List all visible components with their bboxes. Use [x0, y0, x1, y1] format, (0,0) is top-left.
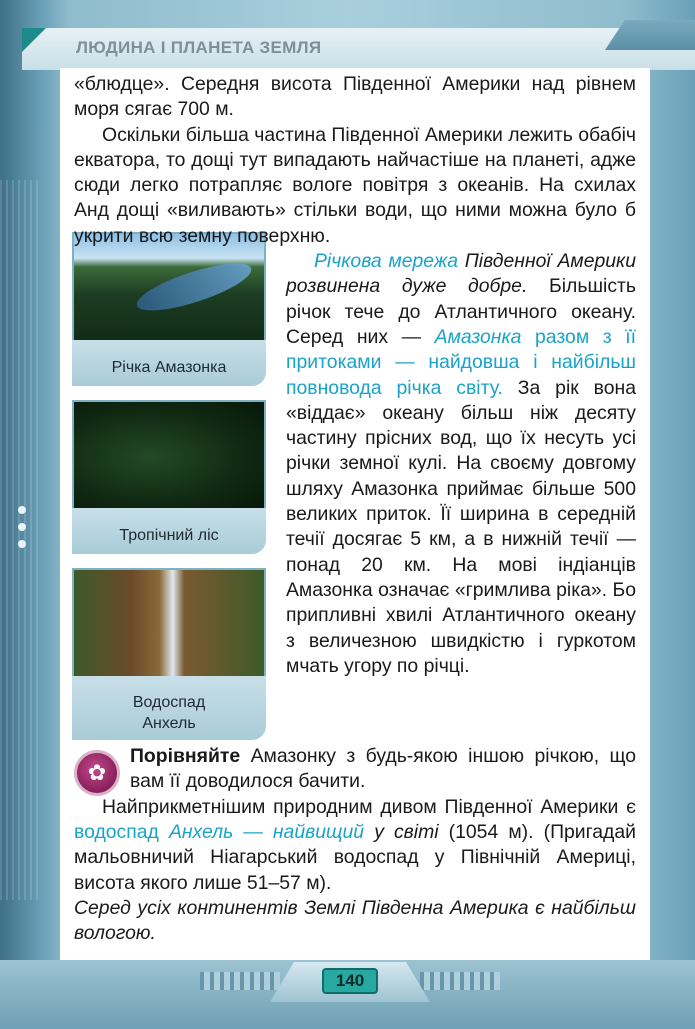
paragraph-rain: Оскільки більша частина Південної Америки лежить обабіч екватора, то дощі тут випадають найчастіше на планеті, адже сюди легко потрапляє вологе повітря з океанів. На схилах Анд дощі «виливають» стільки води, що ними можна було б укрити всю земну поверхню.: [74, 123, 636, 247]
paragraph-angel-falls: Найприкметнішим природним дивом Південної Америки є водоспад Анхель — найвищий у світі (1054 м). (Пригадай мальовничий Ніагарський водоспад у Північній Америці, висота якого лише 51–57 м).: [74, 795, 636, 894]
page-number: 140: [322, 968, 378, 994]
footer-chevrons-right: [420, 972, 500, 990]
compare-icon: ✿: [74, 750, 120, 796]
term-amazon: Амазонка: [434, 325, 522, 348]
compare-label: Порівняйте: [130, 745, 241, 768]
corner-triangle: [22, 28, 46, 52]
compare-task: Порівняйте Амазонку з будь-якою іншою річкою, що вам її доводилося бачити.: [130, 745, 637, 793]
paragraph: «блюдце». Середня висота Південної Америки над рівнем моря сягає 700 м.: [74, 73, 636, 121]
footer-chevrons-left: [200, 972, 280, 990]
term-river-network: Річкова мережа: [314, 250, 458, 273]
highlight-amazon: разом з її притоками — найдовша і найбільш повновода річка світу.: [286, 325, 636, 399]
decorative-dots: [18, 506, 28, 557]
main-text: [74, 72, 636, 946]
figure-caption: Водоспад Анхель: [132, 694, 206, 732]
conclusion: Серед усіх континентів Землі Південна Америка є найбільш вологою.: [74, 896, 636, 945]
figure-caption: Тропічний ліс: [119, 527, 219, 544]
paragraph-rivers: Річкова мережа Південної Америки розвинена дуже добре. Більшість річок тече до Атлантичного океану. Серед них — Амазонка разом з її притоками — найдовша і найбільш повновода річка світу. За рік вона «віддає» океану більш ніж десяту частину прісних вод, що їх несуть усі річки земної кулі. На своєму довгому шляху Амазонка приймає більше 500 великих приток. Її ширина в середній течії досягає 5 км, а в нижній течії — понад 20 км. На мові індіанців Амазонка означає «гримлива ріка». Бо припливні хвилі Атлантичного океану з величезною швидкістю і гуркотом мчать угору по річці.: [286, 250, 636, 677]
section-title: ЛЮДИНА І ПЛАНЕТА ЗЕМЛЯ: [76, 38, 322, 57]
term-angel-falls: Анхель — найвищий: [168, 820, 365, 843]
figure-caption: Річка Амазонка: [111, 359, 227, 376]
